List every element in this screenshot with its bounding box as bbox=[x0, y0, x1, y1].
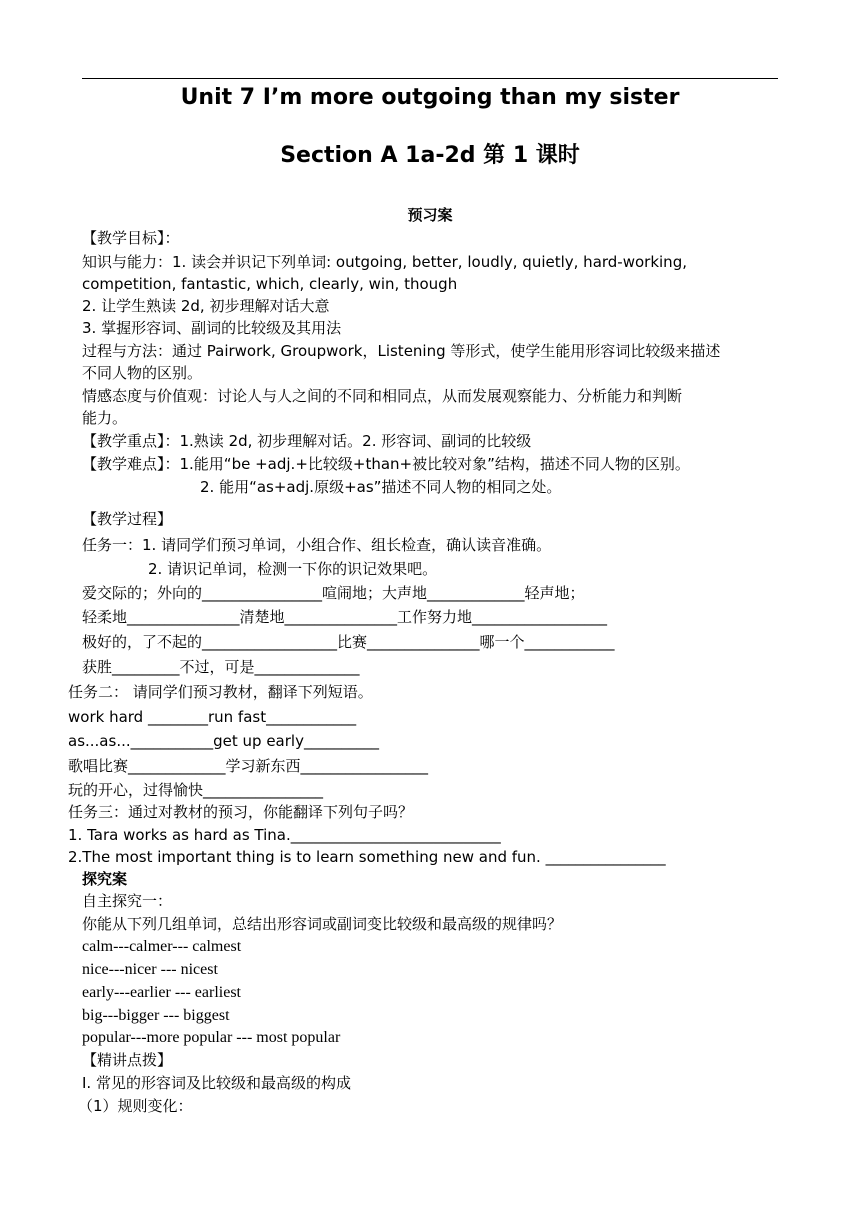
vocab-line-1: 爱交际的；外向的________________喧闹地；大声地_____________轻声地； bbox=[82, 584, 585, 602]
section-title: Section A 1a-2d 第 1 课时 bbox=[280, 143, 580, 168]
task-2-heading: 任务二： 请同学们预习教材，翻译下列短语。 bbox=[68, 683, 373, 701]
objective-3: 3. 掌握形容词、副词的比较级及其用法 bbox=[82, 319, 342, 337]
exploration-heading: 探究案 bbox=[82, 870, 128, 888]
task-1-line-1: 任务一：1. 请同学们预习单词，小组合作、组长检查，确认读音准确。 bbox=[82, 536, 552, 554]
method-line-2: 不同人物的区别。 bbox=[82, 364, 203, 382]
task-1-line-2: 2. 请识记单词，检测一下你的识记效果吧。 bbox=[148, 560, 438, 578]
knowledge-line-2: competition, fantastic, which, clearly, win, though bbox=[82, 275, 458, 293]
vocab-line-2: 轻柔地_______________清楚地_______________工作努力地__________________ bbox=[82, 608, 608, 626]
key-explanation-heading: 【精讲点拨】 bbox=[82, 1051, 173, 1069]
objectives-heading: 【教学目标】： bbox=[82, 229, 180, 247]
regular-changes: （1）规则变化： bbox=[78, 1097, 193, 1115]
attitude-line-2: 能力。 bbox=[82, 409, 128, 427]
task-3-heading: 任务三：通过对教材的预习，你能翻译下列句子吗？ bbox=[68, 803, 414, 821]
vocab-line-4: 获胜_________不过，可是______________ bbox=[82, 658, 360, 676]
knowledge-line-1: 知识与能力：1. 读会并识记下列单词: outgoing, better, loudly, quietly, hard-working, bbox=[82, 253, 687, 271]
header-rule bbox=[82, 78, 778, 79]
self-exploration-1: 自主探究一： bbox=[82, 892, 173, 910]
attitude-line-1: 情感态度与价值观：讨论人与人之间的不同和相同点，从而发展观察能力、分析能力和判断 bbox=[82, 387, 683, 405]
exploration-question: 你能从下列几组单词，总结出形容词或副词变比较级和最高级的规律吗？ bbox=[82, 915, 563, 933]
preview-heading: 预习案 bbox=[407, 206, 453, 224]
vocab-line-3: 极好的，了不起的__________________比赛_______________哪一个____________ bbox=[82, 633, 615, 651]
key-points: 【教学重点】：1.熟读 2d, 初步理解对话。2. 形容词、副词的比较级 bbox=[82, 432, 532, 450]
difficult-points-2: 2. 能用“as+adj.原级+as”描述不同人物的相同之处。 bbox=[200, 478, 562, 496]
phrase-line-2: as...as...___________get up early__________ bbox=[68, 732, 379, 750]
sentence-2: 2.The most important thing is to learn something new and fun. ________________ bbox=[68, 848, 666, 866]
example-calm: calm---calmer--- calmest bbox=[82, 938, 242, 955]
unit-title: Unit 7 I’m more outgoing than my sister bbox=[180, 85, 680, 110]
example-early: early---earlier --- earliest bbox=[82, 984, 241, 1001]
method-line-1: 过程与方法：通过 Pairwork, Groupwork，Listening 等形式，使学生能用形容词比较级来描述 bbox=[82, 342, 721, 360]
example-big: big---bigger --- biggest bbox=[82, 1007, 230, 1024]
section-1-heading: Ⅰ. 常见的形容词及比较级和最高级的构成 bbox=[82, 1074, 351, 1092]
example-nice: nice---nicer --- nicest bbox=[82, 961, 218, 978]
phrase-line-1: work hard ________run fast____________ bbox=[68, 708, 357, 726]
sentence-1: 1. Tara works as hard as Tina.____________________________ bbox=[68, 826, 501, 844]
phrase-line-3: 歌唱比赛_____________学习新东西_________________ bbox=[68, 757, 429, 775]
example-popular: popular---more popular --- most popular bbox=[82, 1029, 341, 1046]
objective-2: 2. 让学生熟读 2d, 初步理解对话大意 bbox=[82, 297, 330, 315]
difficult-points-1: 【教学难点】：1.能用“be +adj.+比较级+than+被比较对象”结构，描述不同人物的区别。 bbox=[82, 455, 690, 473]
phrase-line-4: 玩的开心，过得愉快________________ bbox=[68, 781, 324, 799]
process-heading: 【教学过程】 bbox=[82, 510, 173, 528]
